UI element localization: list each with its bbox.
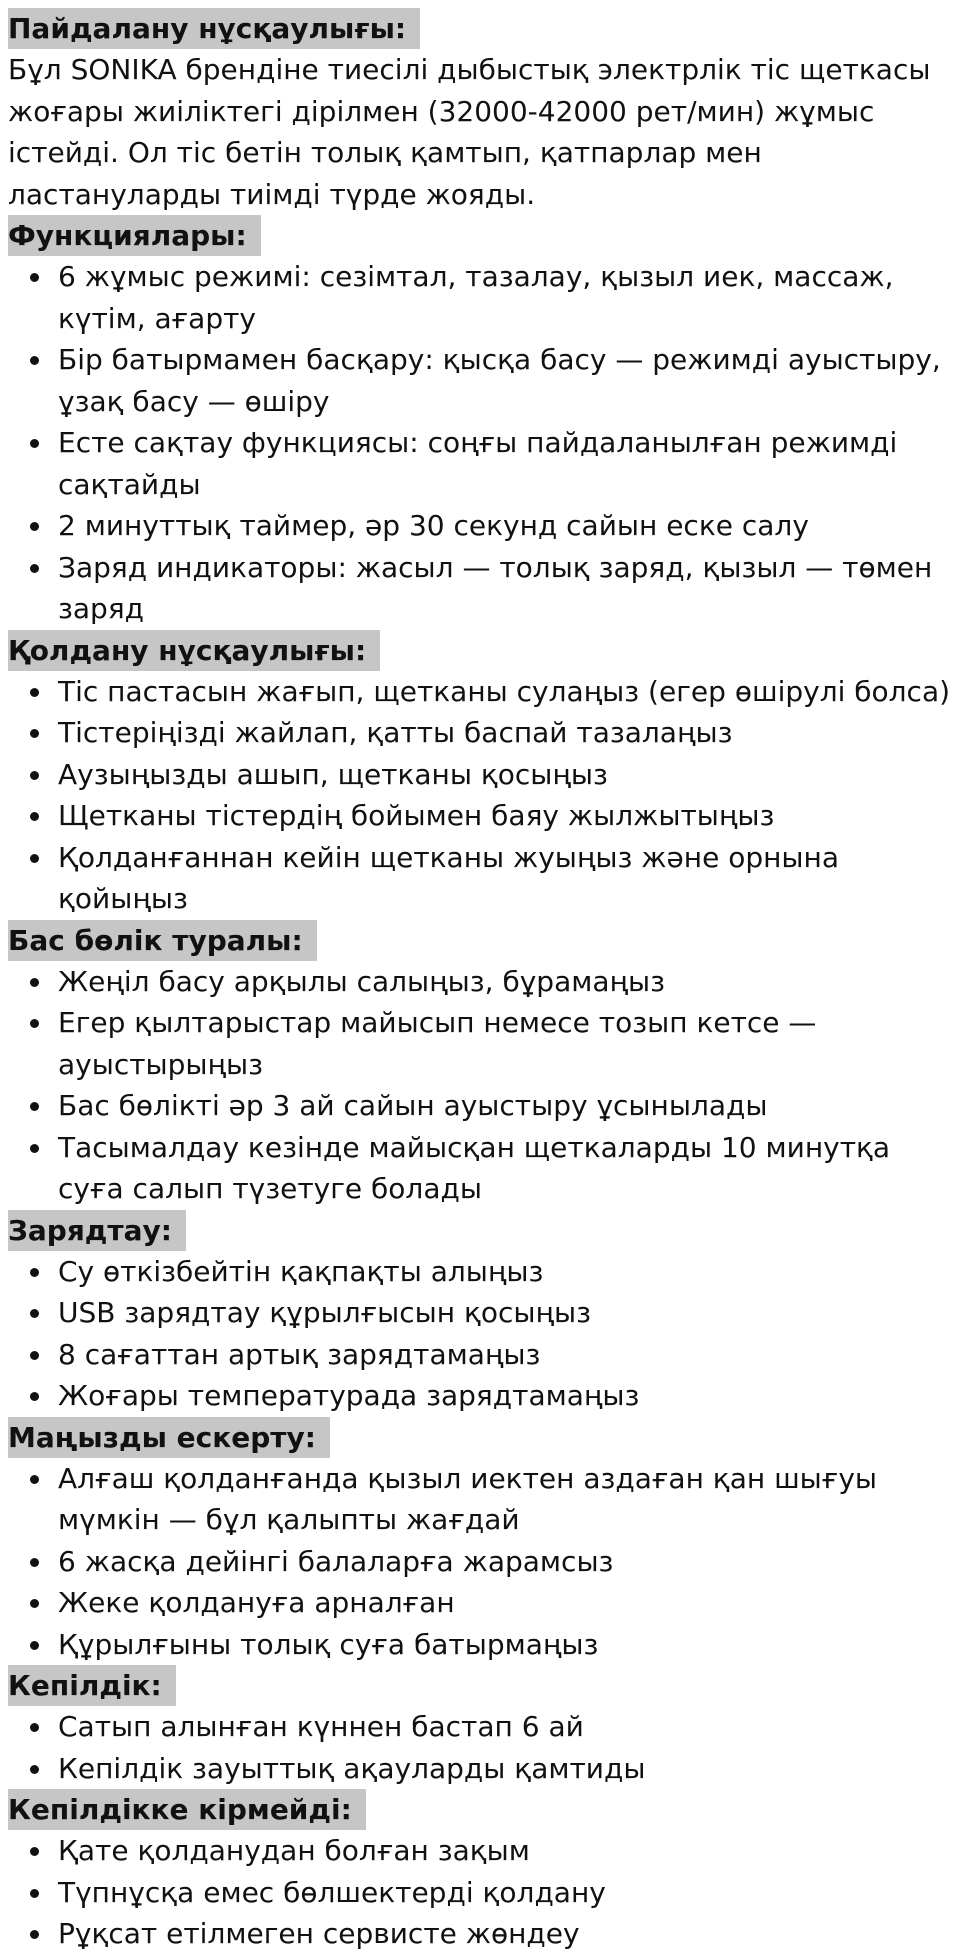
section-brush-head <box>8 920 959 1210</box>
section-usage <box>8 8 959 215</box>
section-title-usage: Пайдалану нұсқаулығы: <box>8 8 420 49</box>
list-item: Егер қылтарыстар майысып немесе тозып кетсе — ауыстырыңыз <box>8 1002 959 1085</box>
list-item: Бір батырмамен басқару: қысқа басу — режимді ауыстыру, ұзақ басу — өшіру <box>8 339 959 422</box>
section-title-important-note: Маңызды ескерту: <box>8 1417 330 1458</box>
section-warranty-exclusions <box>8 1789 959 1955</box>
list-item: Жоғары температурада зарядтамаңыз <box>8 1375 959 1417</box>
section-charging <box>8 1210 959 1417</box>
list-item: Алғаш қолданғанда қызыл иектен аздаған қан шығуы мүмкін — бұл қалыпты жағдай <box>8 1458 959 1541</box>
functions-list <box>8 256 959 630</box>
list-item: Қолданғаннан кейін щетканы жуыңыз және орнына қойыңыз <box>8 837 959 920</box>
list-item: USB зарядтау құрылғысын қосыңыз <box>8 1292 959 1334</box>
instructions-list <box>8 671 959 920</box>
list-item: Заряд индикаторы: жасыл — толық заряд, қызыл — төмен заряд <box>8 547 959 630</box>
list-item: Құрылғыны толық суға батырмаңыз <box>8 1624 959 1666</box>
section-functions <box>8 215 959 630</box>
list-item: 8 сағаттан артық зарядтамаңыз <box>8 1334 959 1376</box>
list-item: 2 минуттық таймер, әр 30 секунд сайын еске салу <box>8 505 959 547</box>
list-item: Тіс пастасын жағып, щетканы сулаңыз (егер өшірулі болса) <box>8 671 959 713</box>
brush-head-list <box>8 961 959 1210</box>
important-note-list <box>8 1458 959 1666</box>
section-title-warranty-exclusions: Кепілдікке кірмейді: <box>8 1789 366 1830</box>
section-title-charging: Зарядтау: <box>8 1210 186 1251</box>
section-warranty <box>8 1665 959 1789</box>
list-item: Щетканы тістердің бойымен баяу жылжытыңыз <box>8 795 959 837</box>
warranty-list <box>8 1706 959 1789</box>
list-item: Қате қолданудан болған зақым <box>8 1830 959 1872</box>
list-item: Су өткізбейтін қақпақты алыңыз <box>8 1251 959 1293</box>
section-important-note <box>8 1417 959 1666</box>
list-item: 6 жұмыс режимі: сезімтал, тазалау, қызыл иек, массаж, күтім, ағарту <box>8 256 959 339</box>
list-item: Жеңіл басу арқылы салыңыз, бұрамаңыз <box>8 961 959 1003</box>
warranty-exclusions-list <box>8 1830 959 1955</box>
section-instructions <box>8 630 959 920</box>
list-item: Кепілдік зауыттық ақауларды қамтиды <box>8 1748 959 1790</box>
list-item: Түпнұсқа емес бөлшектерді қолдану <box>8 1872 959 1914</box>
section-title-warranty: Кепілдік: <box>8 1665 176 1706</box>
section-title-brush-head: Бас бөлік туралы: <box>8 920 317 961</box>
section-title-instructions: Қолдану нұсқаулығы: <box>8 630 380 671</box>
list-item: Бас бөлікті әр 3 ай сайын ауыстыру ұсынылады <box>8 1085 959 1127</box>
list-item: Тасымалдау кезінде майысқан щеткаларды 10 минутқа суға салып түзетуге болады <box>8 1127 959 1210</box>
intro-paragraph: Бұл SONIKA брендіне тиесілі дыбыстық электрлік тіс щеткасы жоғары жиіліктегі дірілмен (32000-42000 рет/мин) жұмыс істейді. Ол тіс бетін толық қамтып, қатпарлар мен ластануларды тиімді түрде жояды. <box>8 53 931 211</box>
list-item: Жеке қолдануға арналған <box>8 1582 959 1624</box>
section-title-functions: Функциялары: <box>8 215 261 256</box>
list-item: Тістеріңізді жайлап, қатты баспай тазалаңыз <box>8 712 959 754</box>
list-item: Рұқсат етілмеген сервисте жөндеу <box>8 1913 959 1955</box>
list-item: 6 жасқа дейінгі балаларға жарамсыз <box>8 1541 959 1583</box>
list-item: Есте сақтау функциясы: соңғы пайдаланылған режимді сақтайды <box>8 422 959 505</box>
charging-list <box>8 1251 959 1417</box>
list-item: Аузыңызды ашып, щетканы қосыңыз <box>8 754 959 796</box>
list-item: Сатып алынған күннен бастап 6 ай <box>8 1706 959 1748</box>
